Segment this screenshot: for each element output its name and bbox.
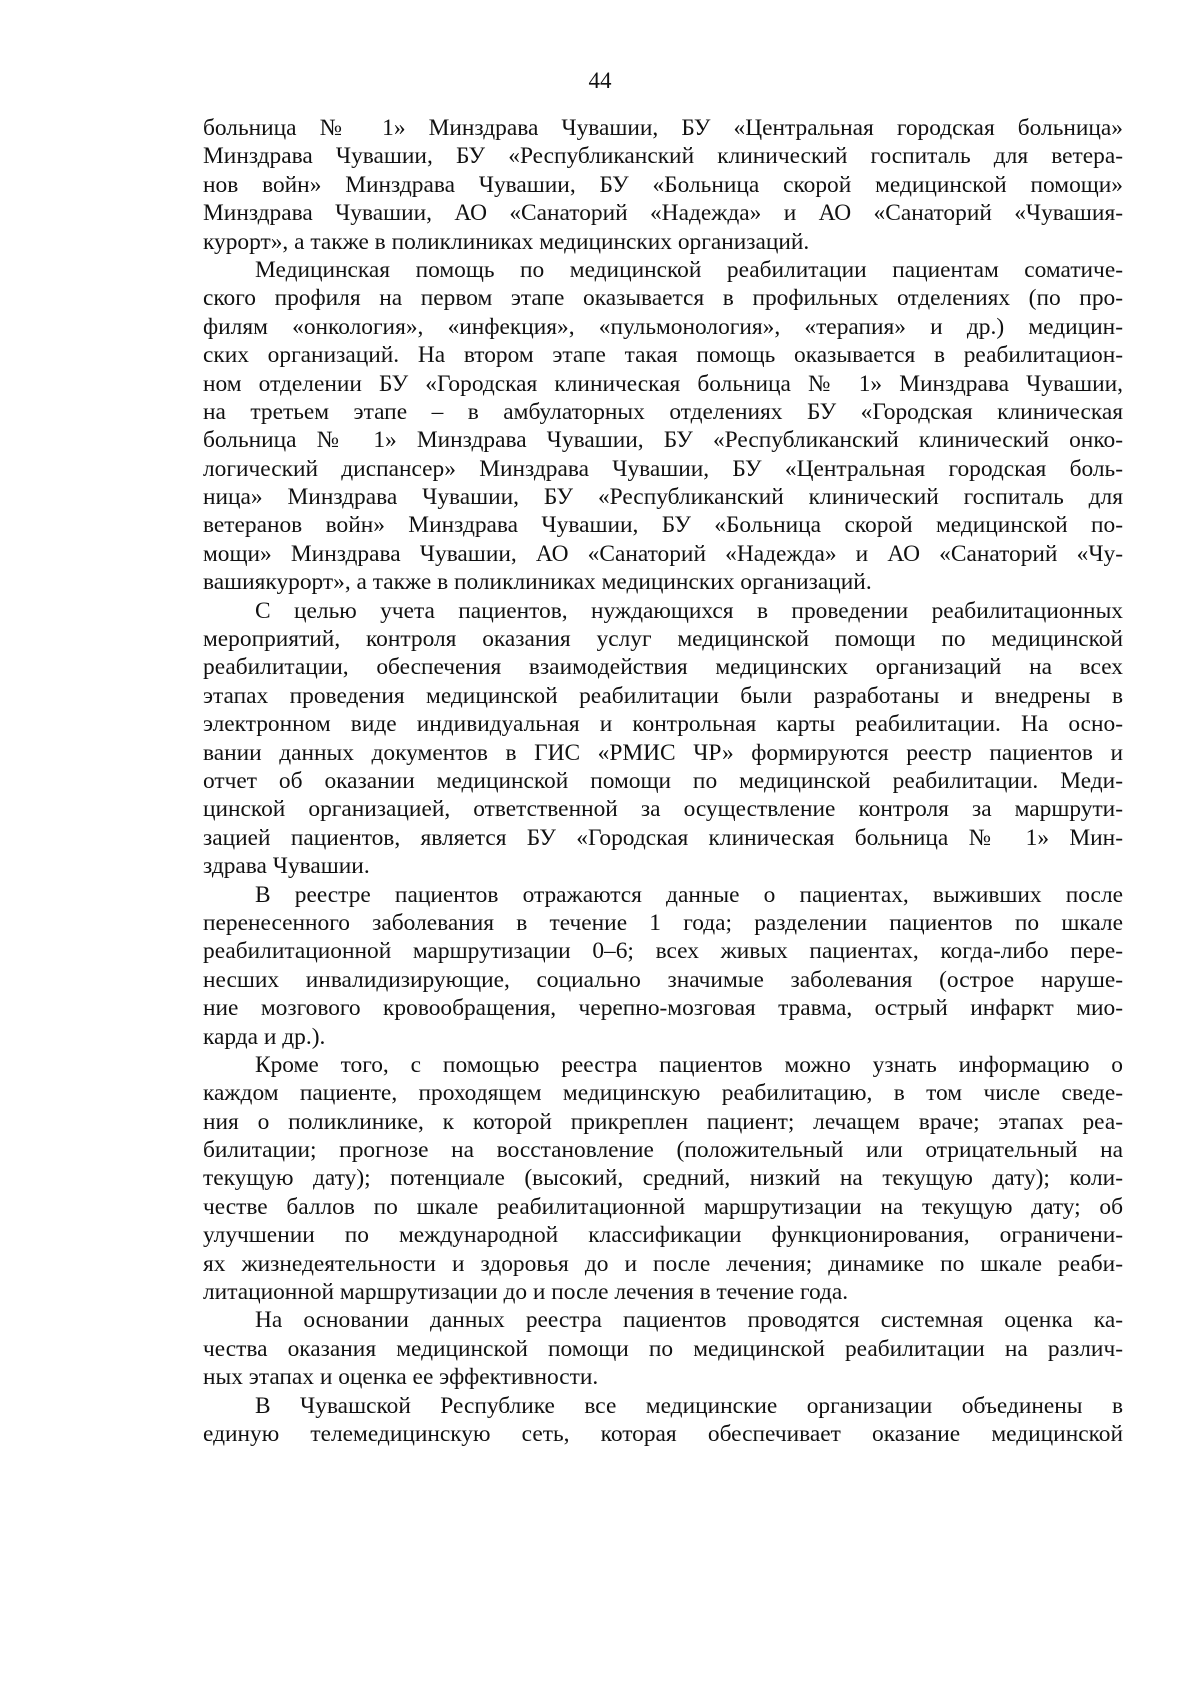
text-line: На основании данных реестра пациентов проводятся системная оценка ка-	[255, 1307, 1123, 1334]
text-line: на третьем этапе – в амбулаторных отделениях БУ «Городская клиническая	[203, 398, 1123, 425]
text-line: отчет об оказании медицинской помощи по медицинской реабилитации. Меди-	[203, 767, 1123, 794]
text-line: каждом пациенте, проходящем медицинскую реабилитацию, в том числе сведе-	[203, 1080, 1123, 1107]
text-line: ном отделении БУ «Городская клиническая больница № 1» Минздрава Чувашии,	[203, 370, 1123, 397]
text-line: чества оказания медицинской помощи по медицинской реабилитации на различ-	[203, 1335, 1123, 1362]
text-line: больница № 1» Минздрава Чувашии, БУ «Республиканский клинический онко-	[203, 427, 1123, 454]
paragraph	[203, 114, 1123, 256]
text-line: ского профиля на первом этапе оказывается в профильных отделениях (по про-	[203, 285, 1123, 312]
paragraph	[203, 1392, 1123, 1449]
text-line: литационной маршрутизации до и после лечения в течение года.	[203, 1279, 849, 1306]
text-line: ние мозгового кровообращения, черепно-мозговая травма, острый инфаркт мио-	[203, 995, 1123, 1022]
text-line: цинской организацией, ответственной за осуществление контроля за маршрути-	[203, 796, 1123, 823]
text-line: ных этапах и оценка ее эффективности.	[203, 1364, 599, 1391]
text-line: карда и др.).	[203, 1023, 326, 1050]
text-line: вашиякурорт», а также в поликлиниках медицинских организаций.	[203, 569, 872, 596]
text-line: Минздрава Чувашии, БУ «Республиканский клинический госпиталь для ветера-	[203, 143, 1123, 170]
paragraph	[203, 1051, 1123, 1307]
text-line: логический диспансер» Минздрава Чувашии, БУ «Центральная городская боль-	[203, 455, 1123, 482]
text-line: зацией пациентов, является БУ «Городская клиническая больница № 1» Мин-	[203, 824, 1123, 851]
text-line: ях жизнедеятельности и здоровья до и после лечения; динамике по шкале реаби-	[203, 1250, 1123, 1277]
text-line: курорт», а также в поликлиниках медицинских организаций.	[203, 228, 810, 255]
text-line: перенесенного заболевания в течение 1 года; разделении пациентов по шкале	[203, 909, 1123, 936]
text-line: несших инвалидизирующие, социально значимые заболевания (острое наруше-	[203, 966, 1123, 993]
text-line: В реестре пациентов отражаются данные о пациентах, выживших после	[255, 881, 1123, 908]
text-line: текущую дату); потенциале (высокий, средний, низкий на текущую дату); коли-	[203, 1165, 1123, 1192]
text-line: Медицинская помощь по медицинской реабилитации пациентам соматиче-	[255, 256, 1123, 283]
text-line: ских организаций. На втором этапе такая помощь оказывается в реабилитацион-	[203, 342, 1123, 369]
text-line: реабилитационной маршрутизации 0–6; всех живых пациентах, когда-либо пере-	[203, 938, 1123, 965]
text-line: Кроме того, с помощью реестра пациентов можно узнать информацию о	[255, 1051, 1123, 1078]
document-body	[203, 114, 1123, 1448]
text-line: больница № 1» Минздрава Чувашии, БУ «Центральная городская больница»	[203, 115, 1123, 141]
page-number: 44	[588, 68, 612, 93]
text-line: электронном виде индивидуальная и контрольная карты реабилитации. На осно-	[203, 711, 1123, 738]
text-line: единую телемедицинскую сеть, которая обеспечивает оказание медицинской	[203, 1420, 1123, 1447]
text-line: мощи» Минздрава Чувашии, АО «Санаторий «Надежда» и АО «Санаторий «Чу-	[203, 540, 1123, 567]
paragraph	[203, 597, 1123, 881]
text-line: нов войн» Минздрава Чувашии, БУ «Больница скорой медицинской помощи»	[203, 171, 1123, 198]
text-line: ветеранов войн» Минздрава Чувашии, БУ «Больница скорой медицинской по-	[203, 512, 1123, 539]
text-line: Минздрава Чувашии, АО «Санаторий «Надежда» и АО «Санаторий «Чувашия-	[203, 200, 1123, 227]
text-line: этапах проведения медицинской реабилитации были разработаны и внедрены в	[203, 682, 1123, 709]
text-line: улучшении по международной классификации функционирования, ограничени-	[203, 1222, 1123, 1249]
text-line: мероприятий, контроля оказания услуг медицинской помощи по медицинской	[203, 626, 1123, 653]
text-line: здрава Чувашии.	[203, 853, 370, 880]
text-line: ница» Минздрава Чувашии, БУ «Республиканский клинический госпиталь для	[203, 484, 1123, 511]
paragraph	[203, 1306, 1123, 1391]
text-line: С целью учета пациентов, нуждающихся в проведении реабилитационных	[255, 597, 1123, 624]
text-line: реабилитации, обеспечения взаимодействия медицинских организаций на всех	[203, 654, 1123, 681]
text-line: вании данных документов в ГИС «РМИС ЧР» формируются реестр пациентов и	[203, 739, 1123, 766]
text-line: билитации; прогнозе на восстановление (положительный или отрицательный на	[203, 1137, 1123, 1164]
text-line: честве баллов по шкале реабилитационной маршрутизации на текущую дату; об	[203, 1193, 1123, 1220]
text-line: В Чувашской Республике все медицинские организации объединены в	[255, 1392, 1123, 1419]
paragraph	[203, 881, 1123, 1051]
paragraph	[203, 256, 1123, 597]
text-line: филям «онкология», «инфекция», «пульмонология», «терапия» и др.) медицин-	[203, 313, 1123, 340]
text-line: ния о поликлинике, к которой прикреплен пациент; лечащем враче; этапах реа-	[203, 1108, 1123, 1135]
